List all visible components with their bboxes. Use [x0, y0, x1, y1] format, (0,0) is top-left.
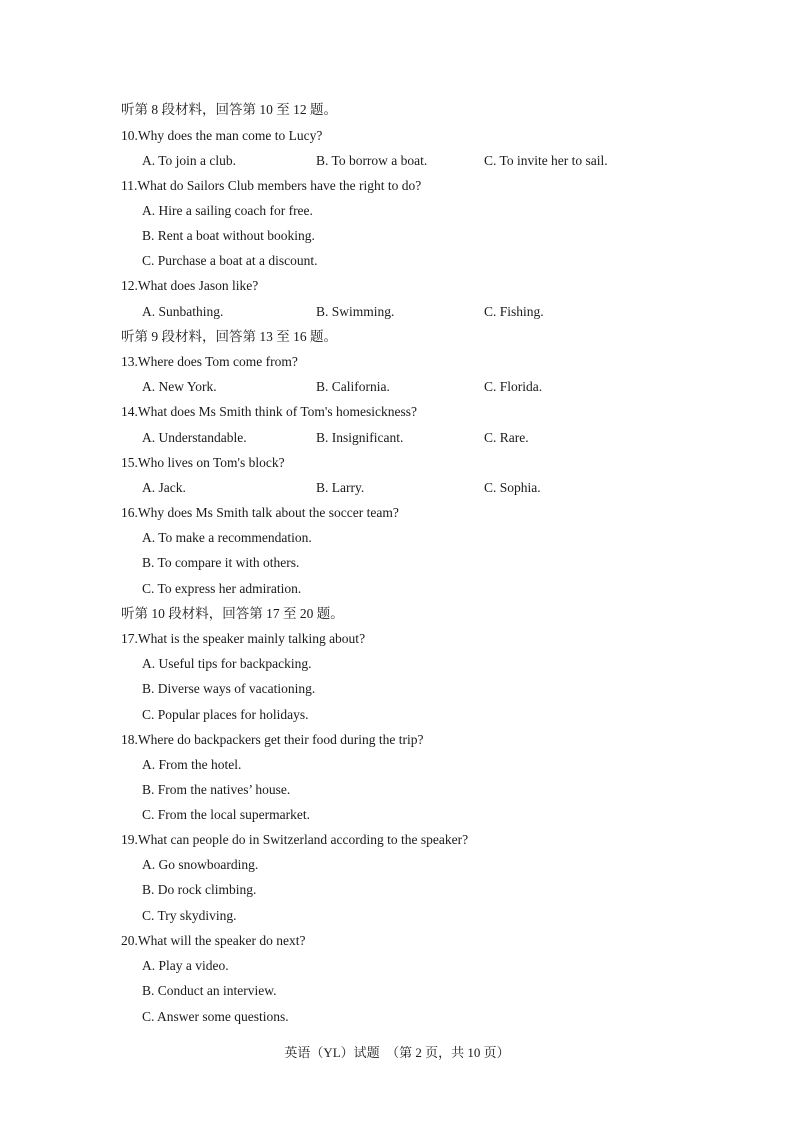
- section-heading-9: 听第 9 段材料，回答第 13 至 16 题。: [121, 329, 337, 344]
- question-12-option-c: C. Fishing.: [484, 304, 544, 319]
- question-11-option-c: C. Purchase a boat at a discount.: [142, 253, 318, 268]
- question-18-option-a: A. From the hotel.: [142, 757, 242, 772]
- question-10-option-b: B. To borrow a boat.: [316, 153, 428, 168]
- question-14-stem: 14.What does Ms Smith think of Tom's homesickness?: [121, 404, 417, 419]
- question-20-option-a: A. Play a video.: [142, 958, 229, 973]
- section-heading-8: 听第 8 段材料，回答第 10 至 12 题。: [121, 102, 337, 117]
- question-15-stem: 15.Who lives on Tom's block?: [121, 455, 285, 470]
- question-17-option-b: B. Diverse ways of vacationing.: [142, 681, 316, 696]
- question-20-stem: 20.What will the speaker do next?: [121, 933, 306, 948]
- question-13-stem: 13.Where does Tom come from?: [121, 354, 298, 369]
- question-11-option-a: A. Hire a sailing coach for free.: [142, 203, 313, 218]
- question-15-option-b: B. Larry.: [316, 480, 365, 495]
- question-16-option-b: B. To compare it with others.: [142, 555, 300, 570]
- question-20-option-b: B. Conduct an interview.: [142, 983, 277, 998]
- question-14-option-c: C. Rare.: [484, 430, 529, 445]
- question-12-option-a: A. Sunbathing.: [142, 304, 224, 319]
- question-18-option-b: B. From the natives’ house.: [142, 782, 291, 797]
- question-10-stem: 10.Why does the man come to Lucy?: [121, 128, 323, 143]
- question-17-stem: 17.What is the speaker mainly talking about?: [121, 631, 366, 646]
- question-12-option-b: B. Swimming.: [316, 304, 395, 319]
- question-10-option-c: C. To invite her to sail.: [484, 153, 608, 168]
- question-13-option-a: A. New York.: [142, 379, 217, 394]
- question-11-option-b: B. Rent a boat without booking.: [142, 228, 315, 243]
- question-15-option-a: A. Jack.: [142, 480, 186, 495]
- question-17-option-c: C. Popular places for holidays.: [142, 707, 309, 722]
- question-16-stem: 16.Why does Ms Smith talk about the soccer team?: [121, 505, 399, 520]
- question-12-stem: 12.What does Jason like?: [121, 278, 259, 293]
- question-15-option-c: C. Sophia.: [484, 480, 541, 495]
- question-19-option-a: A. Go snowboarding.: [142, 857, 259, 872]
- question-19-stem: 19.What can people do in Switzerland according to the speaker?: [121, 832, 469, 847]
- page-footer: 英语（YL）试题 （第 2 页，共 10 页）: [284, 1045, 510, 1060]
- question-19-option-b: B. Do rock climbing.: [142, 882, 257, 897]
- question-11-stem: 11.What do Sailors Club members have the right to do?: [121, 178, 422, 193]
- question-14-option-b: B. Insignificant.: [316, 430, 404, 445]
- question-16-option-c: C. To express her admiration.: [142, 581, 302, 596]
- question-13-option-b: B. California.: [316, 379, 390, 394]
- question-19-option-c: C. Try skydiving.: [142, 908, 237, 923]
- section-heading-10: 听第 10 段材料，回答第 17 至 20 题。: [121, 606, 344, 621]
- question-13-option-c: C. Florida.: [484, 379, 543, 394]
- question-14-option-a: A. Understandable.: [142, 430, 247, 445]
- question-10-option-a: A. To join a club.: [142, 153, 237, 168]
- question-18-stem: 18.Where do backpackers get their food during the trip?: [121, 732, 424, 747]
- question-17-option-a: A. Useful tips for backpacking.: [142, 656, 312, 671]
- question-18-option-c: C. From the local supermarket.: [142, 807, 310, 822]
- question-16-option-a: A. To make a recommendation.: [142, 530, 312, 545]
- question-20-option-c: C. Answer some questions.: [142, 1009, 289, 1024]
